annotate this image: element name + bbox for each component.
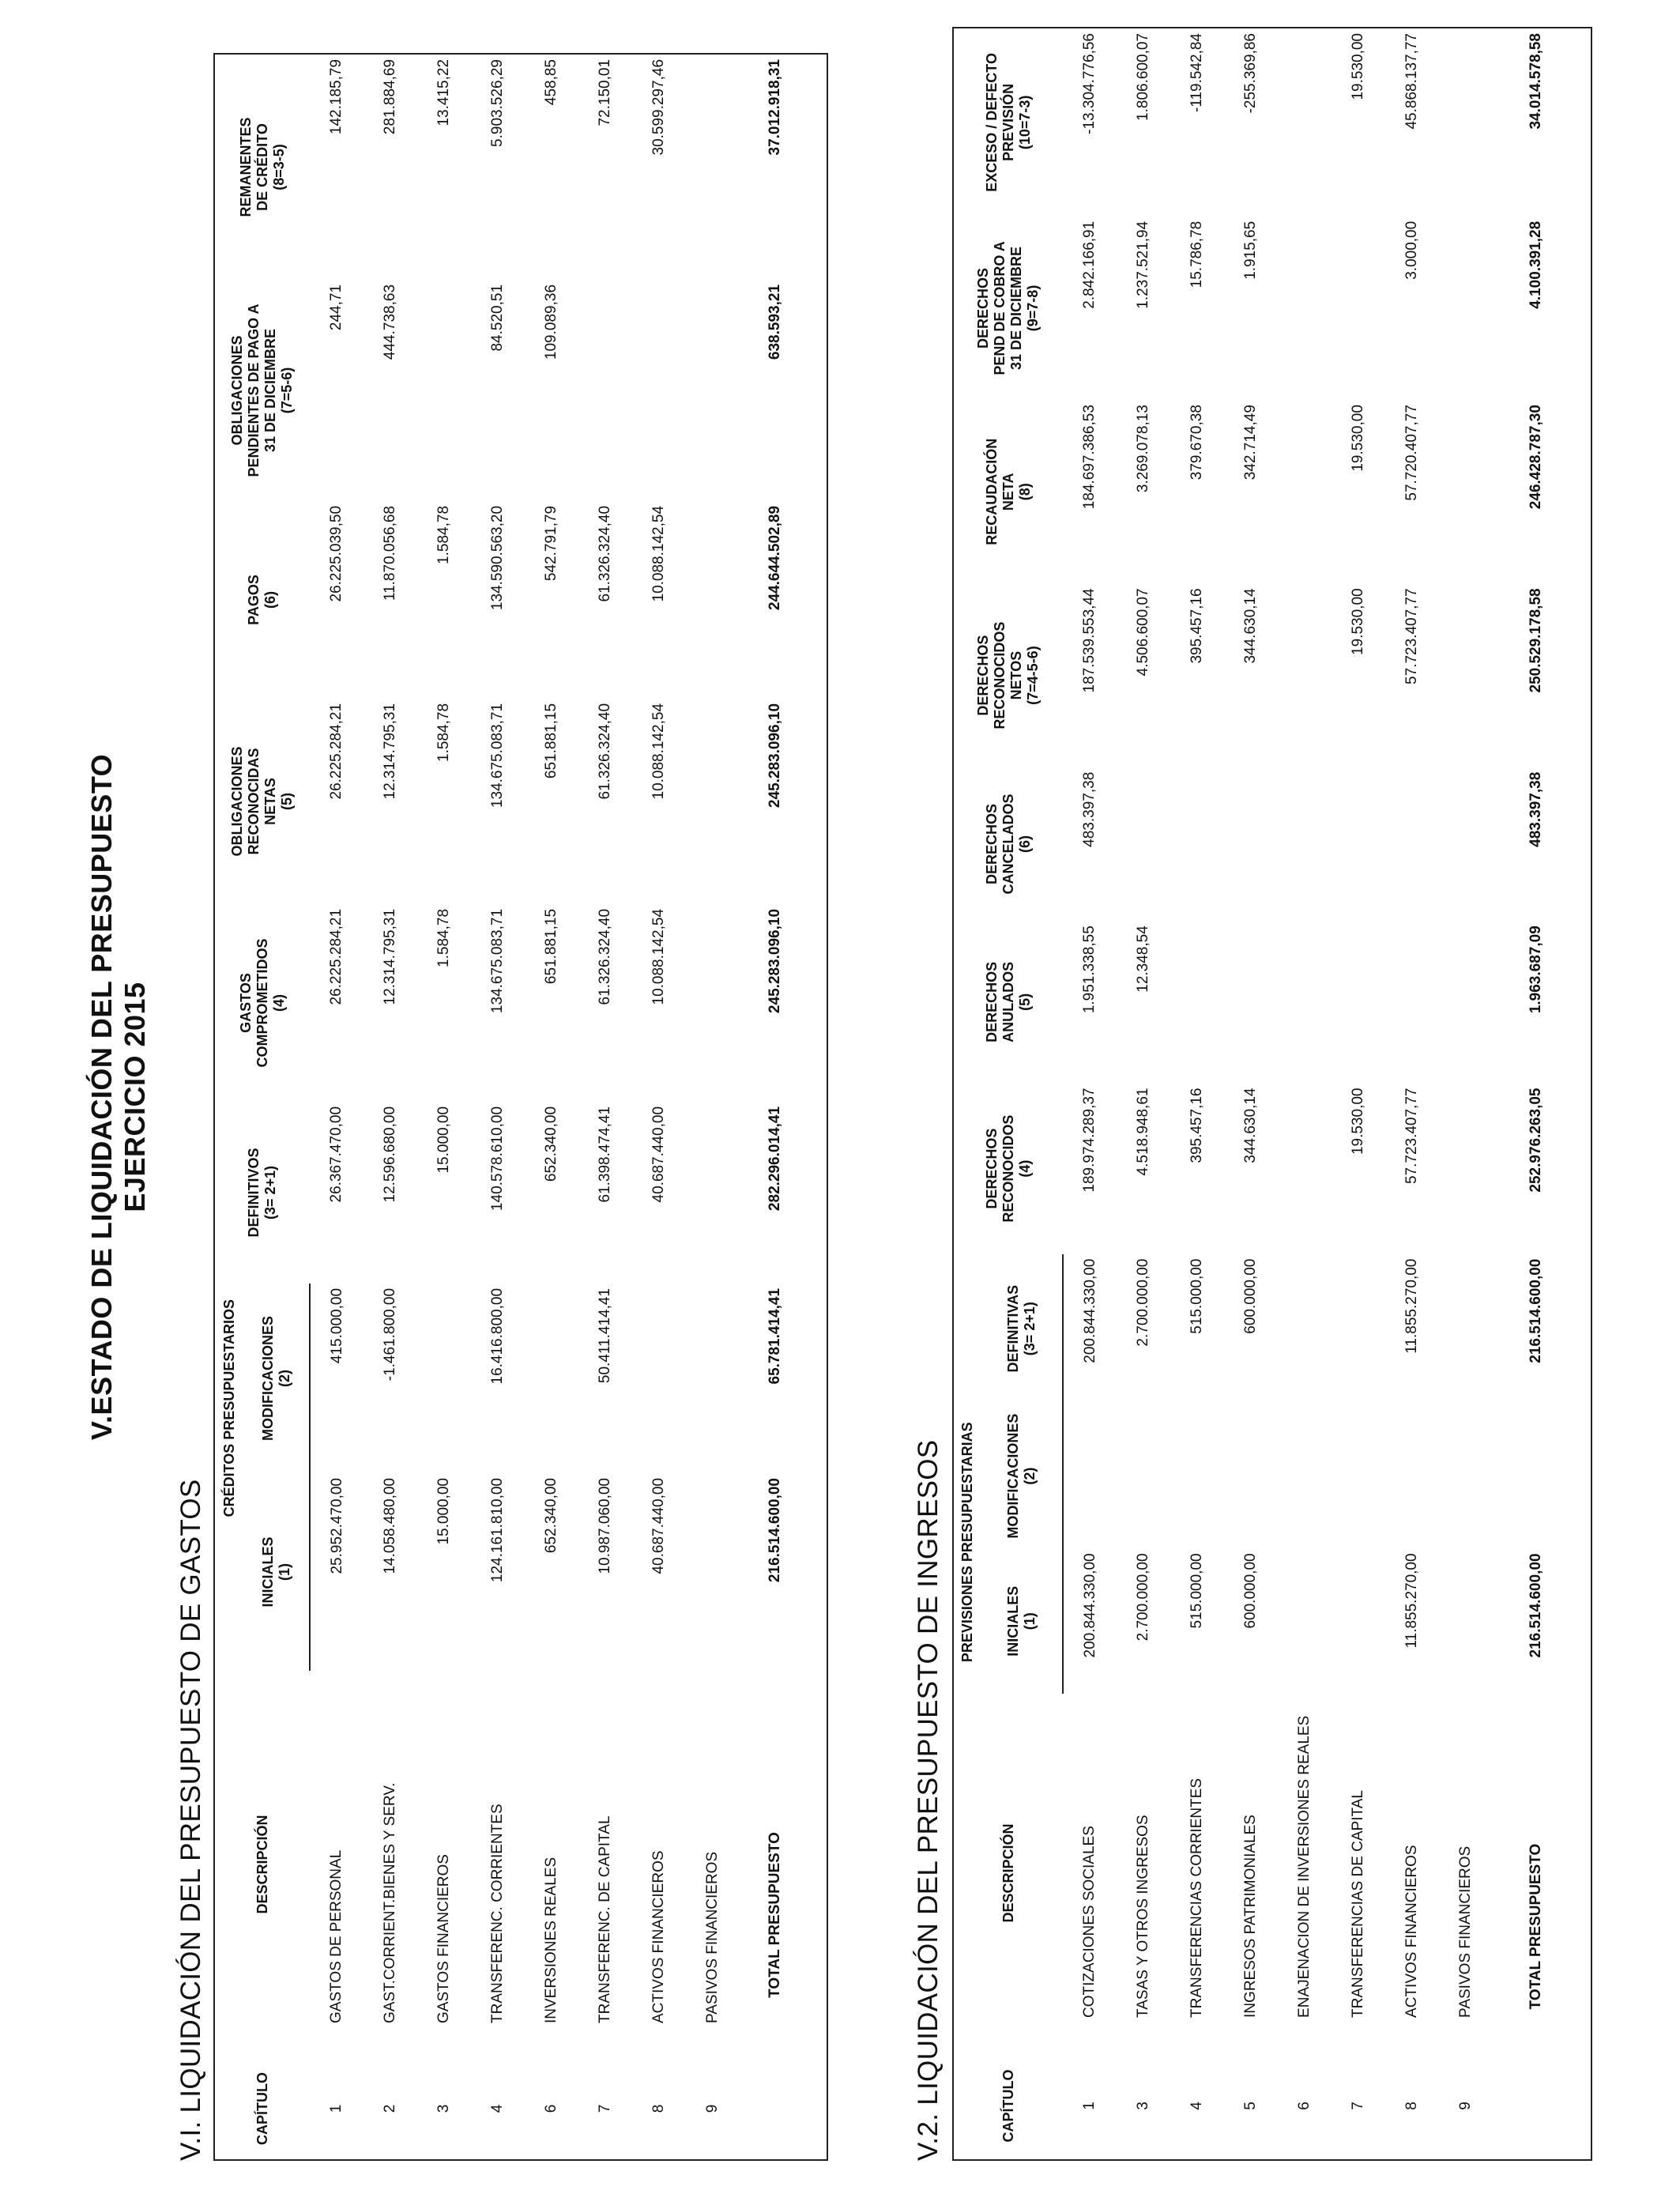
ingresos-cell-cap: 6 [1296, 2102, 1313, 2110]
header-text: PREVISIÓN [1000, 83, 1016, 161]
header-note: (2) [1021, 1467, 1038, 1485]
header-note: (8) [1016, 483, 1033, 501]
gastos-cell-cap: 8 [650, 2104, 667, 2113]
header-text: DERECHOS [983, 1128, 1000, 1209]
gastos-cell-comp: 1.584,78 [435, 908, 452, 967]
ingresos-cell-desc: COTIZACIONES SOCIALES [1081, 1826, 1098, 2018]
gastos-table-row [417, 55, 471, 2159]
gastos-cell-rem: 13.415,22 [435, 58, 452, 126]
gastos-cell-comp: 12.314.795,31 [382, 908, 398, 1005]
header-text: RECONOCIDOS [992, 621, 1008, 729]
gastos-cell-rem: 458,85 [543, 58, 559, 106]
header-text: 31 DE DICIEMBRE [1008, 246, 1024, 370]
ingresos-cell-rcd: 57.720.407,77 [1403, 405, 1420, 501]
gastos-cell-rem: 5.903.526,29 [489, 58, 506, 147]
ingresos-header-iniciales [981, 1548, 1063, 1694]
header-note: (6) [1016, 835, 1033, 853]
ingresos-table-frame [952, 27, 1592, 2161]
ingresos-cell-net: 187.539.553,44 [1081, 588, 1098, 693]
gastos-cell-mod: 50.411.414,41 [597, 1287, 613, 1384]
gastos-cell-desc: GAST.CORRIENT.BIENES Y SERV. [382, 1782, 398, 2023]
ingresos-cell-cap: 5 [1242, 2102, 1259, 2110]
gastos-cell-desc: INVERSIONES REALES [543, 1857, 559, 2023]
header-text: DERECHOS [983, 803, 1000, 884]
ingresos-cell-rec [1278, 1084, 1332, 1254]
ingresos-cell-ini [1332, 1548, 1385, 1694]
ingresos-cell-rcd: 19.530,00 [1350, 405, 1366, 472]
ingresos-cell-can [1117, 767, 1170, 921]
ingresos-cell-rec: 57.723.407,77 [1403, 1088, 1420, 1185]
header-text: DERECHOS [975, 267, 991, 349]
gastos-header-pendientes [215, 280, 310, 501]
ingresos-cell-desc: TRANSFERENCIAS DE CAPITAL [1350, 1790, 1366, 2018]
gastos-cell-obl: 61.326.324,40 [597, 703, 613, 800]
gastos-table-row [471, 55, 525, 2159]
ingresos-header-modificaciones [981, 1404, 1063, 1549]
header-text: DEFINITIVOS [246, 1148, 262, 1238]
gastos-cell-pag: 11.870.056,68 [382, 505, 398, 601]
gastos-header-descripcion: DESCRIPCIÓN [254, 1815, 270, 1914]
ingresos-cell-pend [1439, 217, 1493, 400]
gastos-header-obligaciones [215, 699, 310, 904]
ingresos-cell-mod [1117, 1404, 1170, 1549]
ingresos-cell-net [1278, 583, 1332, 767]
ingresos-cell-net: 57.723.407,77 [1403, 588, 1420, 684]
ingresos-cell-cap: 7 [1350, 2102, 1366, 2110]
ingresos-cell-anu [1170, 921, 1224, 1083]
gastos-cell-desc: ACTIVOS FINANCIEROS [650, 1850, 667, 2023]
header-note: (3= 2+1) [262, 1165, 278, 1220]
header-text: MODIFICACIONES [1004, 1413, 1021, 1539]
header-text: INICIALES [259, 1536, 276, 1608]
gastos-table-row [310, 55, 363, 2159]
ingresos-cell-cap: 8 [1403, 2102, 1420, 2110]
ingresos-cell-anu [1224, 921, 1278, 1083]
gastos-table-row [632, 55, 686, 2159]
header-text: GASTOS [237, 973, 254, 1033]
ingresos-header-exceso [954, 28, 1063, 217]
gastos-cell-pag: 61.326.324,40 [597, 505, 613, 602]
gastos-cell-obl [686, 699, 740, 904]
gastos-cell-rem: 72.150,01 [597, 58, 613, 126]
ingresos-cell-rcd: 3.269.078,13 [1135, 405, 1151, 493]
ingresos-table-row [1439, 28, 1493, 2159]
ingresos-cell-net: 19.530,00 [1350, 588, 1366, 655]
ingresos-total-row [1493, 28, 1580, 2159]
ingresos-cell-cap: 1 [1081, 2102, 1098, 2110]
gastos-cell-pend [417, 280, 471, 501]
gastos-total-pag: 244.644.502,89 [767, 505, 783, 611]
gastos-cell-rem: 30.599.297,46 [650, 58, 667, 156]
ingresos-cell-desc: TRANSFERENCIAS CORRIENTES [1188, 1777, 1205, 2018]
gastos-cell-comp: 134.675.083,71 [489, 908, 506, 1014]
gastos-cell-def: 26.367.470,00 [328, 1106, 345, 1203]
ingresos-cell-rec: 395.457,16 [1188, 1088, 1205, 1163]
ingresos-cell-mod [1332, 1404, 1385, 1549]
gastos-cell-desc: GASTOS FINANCIEROS [435, 1854, 452, 2023]
header-note: (7=5-6) [279, 367, 295, 414]
header-text: OBLIGACIONES [229, 746, 245, 857]
ingresos-total-pend: 4.100.391,28 [1527, 221, 1544, 309]
ingresos-cell-net: 4.506.600,07 [1135, 588, 1151, 677]
document-subtitle: EJERCICIO 2015 [119, 982, 151, 1212]
gastos-total-mod: 65.781.414,41 [767, 1287, 783, 1385]
ingresos-cell-rcd: 379.670,38 [1188, 405, 1205, 481]
ingresos-cell-pend [1332, 217, 1385, 400]
gastos-header-iniciales [243, 1473, 310, 1671]
ingresos-cell-anu: 12.348,54 [1135, 925, 1151, 993]
gastos-cell-pag: 26.225.039,50 [328, 505, 345, 602]
gastos-table [215, 55, 811, 2159]
header-text: COMPROMETIDOS [254, 938, 270, 1068]
ingresos-cell-pend: 3.000,00 [1403, 221, 1420, 280]
header-text: DERECHOS [983, 961, 1000, 1042]
gastos-cell-desc: TRANSFERENC. DE CAPITAL [597, 1815, 613, 2023]
header-text: PAGOS [246, 575, 262, 625]
ingresos-header-netos [954, 583, 1063, 767]
gastos-header-remanentes [215, 55, 310, 280]
gastos-cell-pend: 84.520,51 [489, 284, 506, 352]
gastos-total-rem: 37.012.918,31 [767, 58, 783, 156]
gastos-cell-ini: 124.161.810,00 [489, 1478, 506, 1583]
header-text: ANULADOS [1000, 961, 1016, 1042]
ingresos-header-pendcobro [954, 217, 1063, 400]
ingresos-cell-can [1278, 767, 1332, 921]
gastos-header-capitulo: CAPÍTULO [254, 2072, 270, 2145]
gastos-cell-desc: TRANSFERENC. CORRIENTES [489, 1804, 506, 2023]
ingresos-cell-exc: -255.369,86 [1242, 33, 1259, 114]
ingresos-cell-can [1224, 767, 1278, 921]
gastos-header-definitivos [215, 1102, 310, 1284]
ingresos-header-reconocidos [954, 1084, 1063, 1254]
ingresos-cell-anu [1278, 921, 1332, 1083]
gastos-cell-pag: 1.584,78 [435, 505, 452, 564]
document-title: V.ESTADO DE LIQUIDACIÓN DEL PRESUPUESTO [85, 753, 118, 1441]
gastos-cell-rem: 142.185,79 [328, 58, 345, 135]
gastos-cell-pend: 444.738,63 [382, 284, 398, 360]
gastos-cell-comp: 10.088.142,54 [650, 908, 667, 1005]
ingresos-cell-desc: ACTIVOS FINANCIEROS [1403, 1845, 1420, 2018]
gastos-cell-cap: 4 [489, 2104, 506, 2113]
ingresos-cell-pend: 2.842.166,91 [1081, 221, 1098, 309]
ingresos-cell-mod [1278, 1404, 1332, 1549]
gastos-cell-def: 15.000,00 [435, 1106, 452, 1174]
ingresos-cell-exc [1278, 28, 1332, 217]
ingresos-cell-pend: 1.237.521,94 [1135, 221, 1151, 309]
ingresos-cell-desc: PASIVOS FINANCIEROS [1457, 1845, 1474, 2018]
ingresos-section-title: V.2. LIQUIDACIÓN DEL PRESUPUESTO DE INGRESOS [913, 1439, 944, 2161]
gastos-total-comp: 245.283.096,10 [767, 908, 783, 1014]
header-text: 31 DE DICIEMBRE [262, 328, 278, 453]
gastos-total-label: TOTAL PRESUPUESTO [767, 1832, 783, 1998]
ingresos-cell-can [1332, 767, 1385, 921]
ingresos-total-net: 250.529.178,58 [1527, 588, 1544, 693]
ingresos-cell-exc: -13.304.776,56 [1081, 33, 1098, 134]
gastos-cell-obl: 1.584,78 [435, 703, 452, 762]
header-note: (2) [276, 1370, 292, 1387]
ingresos-table-row [1385, 28, 1439, 2159]
ingresos-cell-ini: 515.000,00 [1188, 1553, 1205, 1629]
header-note: (5) [1016, 993, 1033, 1011]
gastos-cell-mod: 16.416.800,00 [489, 1287, 506, 1385]
header-note: (4) [270, 993, 287, 1012]
gastos-cell-mod [417, 1284, 471, 1473]
gastos-cell-obl: 10.088.142,54 [650, 703, 667, 800]
header-text: CANCELADOS [1000, 794, 1016, 895]
gastos-cell-pag: 10.088.142,54 [650, 505, 667, 602]
gastos-cell-ini: 652.340,00 [543, 1478, 559, 1554]
gastos-cell-pend [578, 280, 632, 501]
ingresos-cell-def: 515.000,00 [1188, 1258, 1205, 1334]
ingresos-cell-rcd: 342.714,49 [1242, 405, 1259, 481]
header-note: (1) [276, 1563, 292, 1581]
ingresos-cell-can [1385, 767, 1439, 921]
header-note: (1) [1021, 1612, 1038, 1630]
ingresos-cell-cap: 3 [1135, 2102, 1151, 2110]
gastos-table-row [525, 55, 578, 2159]
gastos-cell-obl: 651.881,15 [543, 703, 559, 779]
ingresos-cell-rcd [1439, 400, 1493, 583]
ingresos-table-row [1224, 28, 1278, 2159]
gastos-cell-mod: -1.461.800,00 [382, 1287, 398, 1382]
header-text: NETOS [1008, 650, 1024, 700]
ingresos-cell-ini [1278, 1548, 1332, 1694]
header-text: NETA [1000, 473, 1016, 511]
ingresos-table-body [1063, 28, 1580, 2159]
gastos-cell-pag: 134.590.563,20 [489, 505, 506, 611]
ingresos-cell-mod [1170, 1404, 1224, 1549]
ingresos-cell-rcd [1278, 400, 1332, 583]
gastos-cell-ini: 14.058.480,00 [382, 1478, 398, 1574]
gastos-section-title: V.I. LIQUIDACIÓN DEL PRESUPUESTO DE GASTOS [175, 1479, 206, 2161]
ingresos-header-previsiones-group: PREVISIONES PRESUPUESTARIAS [959, 1422, 975, 1663]
header-text: INICIALES [1004, 1585, 1021, 1657]
ingresos-cell-def: 600.000,00 [1242, 1258, 1259, 1334]
ingresos-cell-mod [1439, 1404, 1493, 1549]
gastos-total-def: 282.296.014,41 [767, 1106, 783, 1212]
ingresos-cell-def: 11.855.270,00 [1403, 1258, 1420, 1354]
header-text: RECAUDACIÓN [983, 438, 1000, 545]
gastos-cell-cap: 2 [382, 2104, 398, 2113]
gastos-cell-def [686, 1102, 740, 1284]
ingresos-cell-desc: INGRESOS PATRIMONIALES [1242, 1815, 1259, 2018]
header-note: (5) [279, 792, 295, 810]
ingresos-total-mod [1493, 1404, 1580, 1549]
gastos-total-pend: 638.593,21 [767, 284, 783, 360]
ingresos-header-cancelados [954, 767, 1063, 921]
ingresos-cell-can [1170, 767, 1224, 921]
ingresos-cell-net: 395.457,16 [1188, 588, 1205, 664]
ingresos-total-def: 216.514.600,00 [1527, 1258, 1544, 1363]
ingresos-header-descripcion: DESCRIPCIÓN [1000, 1823, 1016, 1923]
gastos-cell-desc: PASIVOS FINANCIEROS [704, 1851, 721, 2023]
ingresos-cell-exc: 1.806.600,07 [1135, 33, 1151, 121]
gastos-cell-cap: 7 [597, 2104, 613, 2113]
gastos-cell-def: 140.578.610,00 [489, 1106, 506, 1212]
ingresos-table-row [1117, 28, 1170, 2159]
ingresos-header-definitivas [981, 1254, 1063, 1404]
ingresos-cell-ini: 11.855.270,00 [1403, 1553, 1420, 1649]
gastos-cell-cap: 9 [704, 2104, 721, 2113]
gastos-table-row [578, 55, 632, 2159]
ingresos-cell-anu [1385, 921, 1439, 1083]
gastos-cell-def: 12.596.680,00 [382, 1106, 398, 1203]
header-text: DERECHOS [975, 635, 991, 716]
ingresos-table-row [1278, 28, 1332, 2159]
gastos-cell-ini [686, 1473, 740, 1671]
ingresos-cell-def [1439, 1254, 1493, 1404]
ingresos-cell-mod [1063, 1404, 1117, 1549]
ingresos-total-rcd: 246.428.787,30 [1527, 405, 1544, 510]
gastos-cell-mod [686, 1284, 740, 1473]
header-note: (9=7-8) [1025, 285, 1041, 332]
ingresos-cell-rec: 19.530,00 [1350, 1088, 1366, 1155]
ingresos-cell-exc: 45.868.137,77 [1403, 33, 1420, 130]
ingresos-cell-exc: 19.530,00 [1350, 33, 1366, 100]
header-text: REMANENTES [237, 117, 254, 217]
ingresos-cell-cap: 4 [1188, 2102, 1205, 2110]
ingresos-total-ini: 216.514.600,00 [1527, 1553, 1544, 1658]
ingresos-cell-def: 2.700.000,00 [1135, 1258, 1151, 1347]
header-text: NETAS [262, 778, 278, 825]
gastos-header-creditos-group: CRÉDITOS PRESUPUESTARIOS [220, 1299, 237, 1517]
gastos-cell-cap: 6 [543, 2104, 559, 2113]
header-text: PEND DE COBRO A [992, 241, 1008, 375]
ingresos-cell-rec: 4.518.948,61 [1135, 1088, 1151, 1176]
ingresos-cell-def [1332, 1254, 1385, 1404]
ingresos-header-anulados [954, 921, 1063, 1083]
ingresos-total-anu: 1.963.687,09 [1527, 925, 1544, 1014]
gastos-cell-pend: 244,71 [328, 284, 345, 331]
ingresos-table-row [1063, 28, 1117, 2159]
header-note: (3= 2+1) [1021, 1302, 1038, 1356]
ingresos-cell-rec [1439, 1084, 1493, 1254]
ingresos-total-exc: 34.014.578,58 [1527, 33, 1544, 130]
header-text: EXCESO / DEFECTO [983, 53, 1000, 192]
gastos-cell-rem [686, 55, 740, 280]
gastos-cell-comp: 26.225.284,21 [328, 908, 345, 1005]
ingresos-cell-can: 483.397,38 [1081, 771, 1098, 847]
header-text: RECONOCIDAS [246, 748, 262, 855]
header-text: DEFINITIVAS [1004, 1284, 1021, 1373]
ingresos-table-row [1332, 28, 1385, 2159]
ingresos-cell-pend: 1.915,65 [1242, 221, 1259, 280]
gastos-cell-comp [686, 904, 740, 1102]
ingresos-cell-ini: 600.000,00 [1242, 1553, 1259, 1629]
gastos-cell-comp: 651.881,15 [543, 908, 559, 985]
ingresos-cell-anu [1332, 921, 1385, 1083]
gastos-table-frame [213, 53, 828, 2161]
gastos-cell-ini: 10.987.060,00 [597, 1478, 613, 1574]
ingresos-table-row [1170, 28, 1224, 2159]
ingresos-cell-desc: TASAS Y OTROS INGRESOS [1135, 1815, 1151, 2018]
header-note: (4) [1016, 1159, 1033, 1178]
header-text: MODIFICACIONES [259, 1315, 276, 1441]
gastos-cell-def: 652.340,00 [543, 1106, 559, 1182]
gastos-header-pagos [215, 501, 310, 699]
gastos-table-body [310, 55, 811, 2159]
gastos-cell-cap: 1 [328, 2104, 345, 2113]
ingresos-cell-mod [1385, 1404, 1439, 1549]
gastos-cell-comp: 61.326.324,40 [597, 908, 613, 1005]
ingresos-cell-net: 344.630,14 [1242, 588, 1259, 664]
ingresos-total-rec: 252.976.263,05 [1527, 1088, 1544, 1193]
ingresos-cell-ini [1439, 1548, 1493, 1694]
ingresos-table [954, 28, 1580, 2159]
ingresos-cell-anu [1439, 921, 1493, 1083]
header-text: PENDIENTES DE PAGO A [246, 303, 262, 477]
gastos-cell-pend [632, 280, 686, 501]
ingresos-cell-ini: 200.844.330,00 [1081, 1553, 1098, 1658]
ingresos-cell-ini: 2.700.000,00 [1135, 1553, 1151, 1642]
header-text: RECONOCIDOS [1000, 1114, 1016, 1223]
ingresos-cell-net [1439, 583, 1493, 767]
gastos-cell-ini: 15.000,00 [435, 1478, 452, 1545]
gastos-table-row [686, 55, 740, 2159]
gastos-header-comprometidos [215, 904, 310, 1102]
gastos-cell-pag: 542.791,79 [543, 505, 559, 582]
header-note: (7=4-5-6) [1025, 646, 1041, 705]
gastos-cell-cap: 3 [435, 2104, 452, 2113]
ingresos-cell-def: 200.844.330,00 [1081, 1258, 1098, 1363]
gastos-cell-mod [632, 1284, 686, 1473]
ingresos-cell-rec: 344.630,14 [1242, 1088, 1259, 1163]
gastos-cell-pend [686, 280, 740, 501]
gastos-cell-pend: 109.089,36 [543, 284, 559, 360]
ingresos-cell-cap: 9 [1457, 2102, 1474, 2110]
gastos-cell-obl: 26.225.284,21 [328, 703, 345, 800]
header-note: (6) [262, 590, 278, 609]
gastos-cell-obl: 12.314.795,31 [382, 703, 398, 800]
ingresos-cell-rcd: 184.697.386,53 [1081, 405, 1098, 510]
gastos-cell-def: 40.687.440,00 [650, 1106, 667, 1203]
gastos-header-modificaciones [243, 1284, 310, 1473]
ingresos-cell-exc: -119.542,84 [1188, 33, 1205, 113]
ingresos-cell-rec: 189.974.289,37 [1081, 1088, 1098, 1193]
gastos-total-row [740, 55, 811, 2159]
ingresos-cell-anu: 1.951.338,55 [1081, 925, 1098, 1014]
gastos-cell-mod [525, 1284, 578, 1473]
gastos-cell-ini: 40.687.440,00 [650, 1478, 667, 1574]
ingresos-total-label: TOTAL PRESUPUESTO [1527, 1843, 1544, 2010]
gastos-total-obl: 245.283.096,10 [767, 703, 783, 809]
gastos-cell-def: 61.398.474,41 [597, 1106, 613, 1203]
gastos-total-ini: 216.514.600,00 [767, 1478, 783, 1583]
gastos-cell-obl: 134.675.083,71 [489, 703, 506, 809]
ingresos-header-capitulo: CAPÍTULO [1000, 2069, 1016, 2143]
ingresos-cell-pend [1278, 217, 1332, 400]
gastos-cell-desc: GASTOS DE PERSONAL [328, 1849, 345, 2023]
ingresos-cell-pend: 15.786,78 [1188, 221, 1205, 288]
gastos-cell-mod: 415.000,00 [328, 1287, 345, 1364]
header-note: (10=7-3) [1016, 95, 1033, 150]
gastos-cell-pag [686, 501, 740, 699]
ingresos-total-can: 483.397,38 [1527, 771, 1544, 847]
ingresos-header-recaudacion [954, 400, 1063, 583]
ingresos-cell-def [1278, 1254, 1332, 1404]
ingresos-cell-can [1439, 767, 1493, 921]
ingresos-cell-desc: ENAJENACION DE INVERSIONES REALES [1296, 1715, 1313, 2018]
gastos-cell-ini: 25.952.470,00 [328, 1478, 345, 1574]
gastos-cell-rem: 281.884,69 [382, 58, 398, 135]
header-text: OBLIGACIONES [229, 335, 245, 446]
gastos-table-row [363, 55, 417, 2159]
ingresos-cell-exc [1439, 28, 1493, 217]
header-text: DE CRÉDITO [254, 123, 270, 211]
ingresos-cell-mod [1224, 1404, 1278, 1549]
header-note: (8=3-5) [270, 144, 287, 190]
